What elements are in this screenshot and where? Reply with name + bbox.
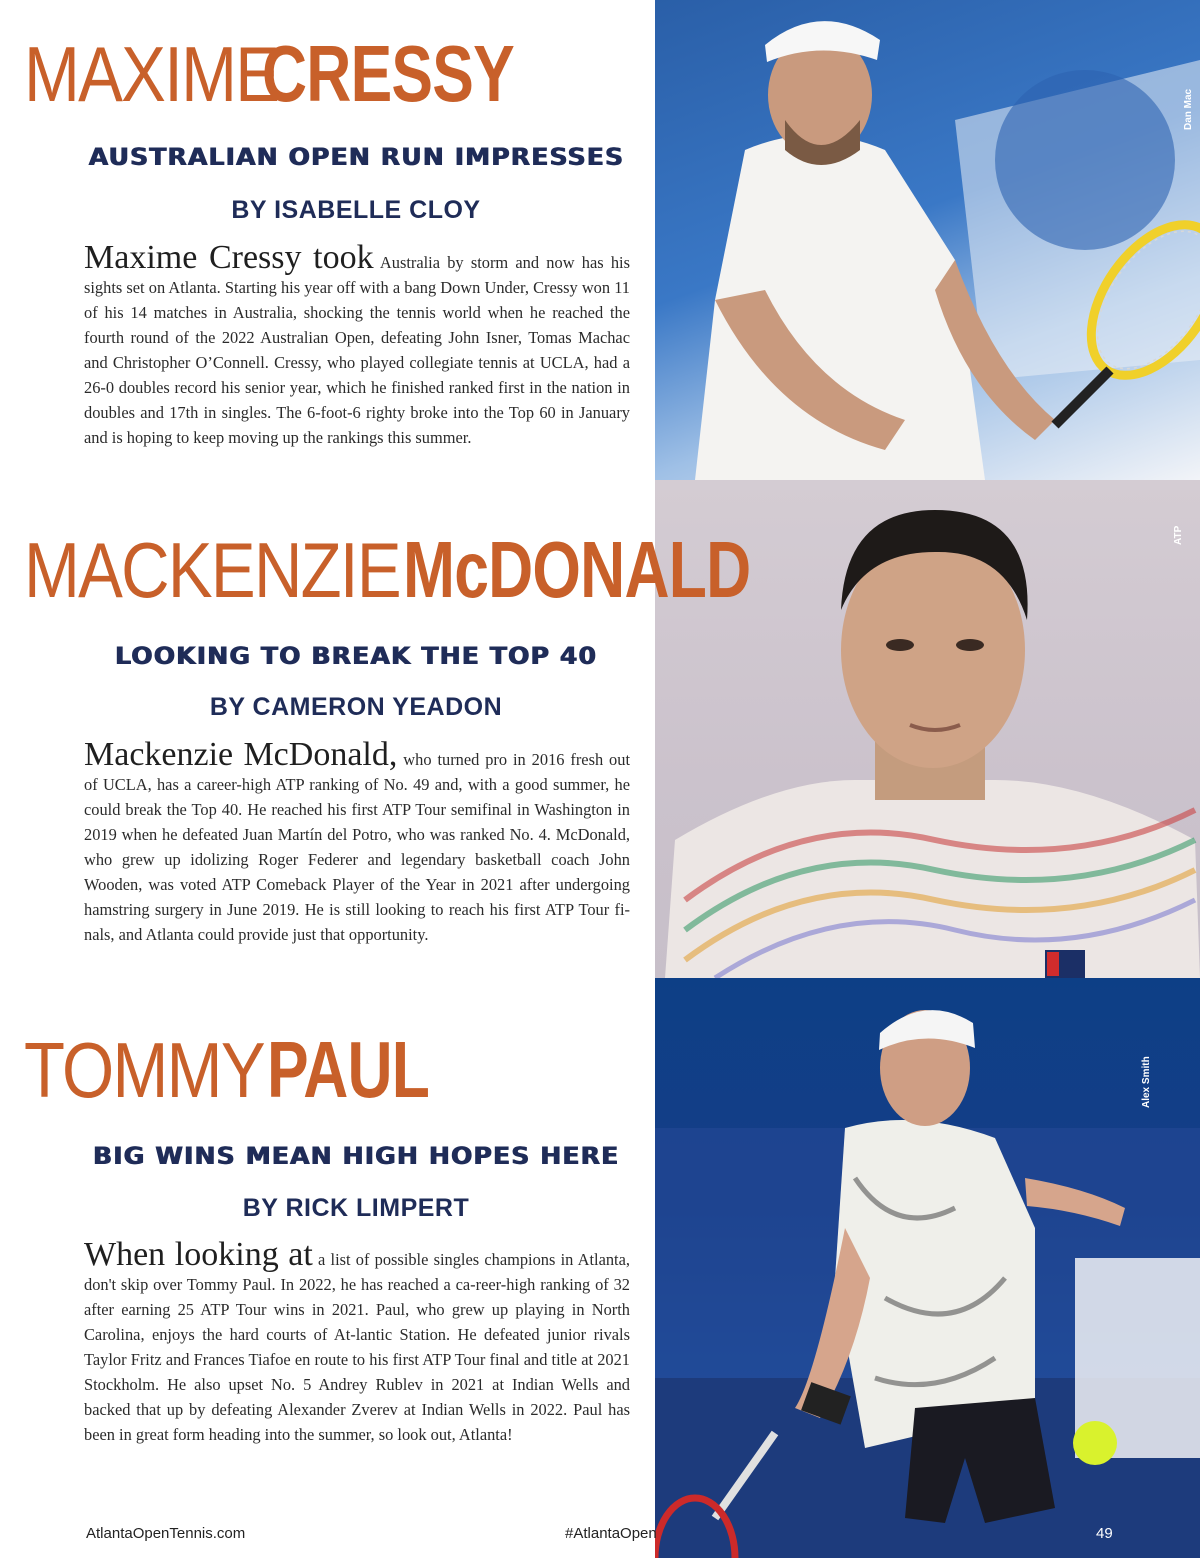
first-name: TOMMY [24, 1026, 264, 1114]
photo-credit: ATP [1173, 525, 1184, 545]
article-body [84, 736, 631, 947]
article-subhead: BIG WINS MEAN HIGH HOPES HERE [92, 1142, 620, 1170]
footer-website-link[interactable]: AtlantaOpenTennis.com [86, 1525, 246, 1542]
article-text: a list of possible singles champions in Atlanta, don't skip over Tommy Paul. In 2022, he has reached a ca-reer-high ranking of 32 after earning 25 ATP Tour wins in 2021. Paul, who grew up playing in North Carolina, enjoys the hard courts of At-lantic Station. He defeated junior rivals Taylor Fritz and Frances Tiafoe en route to his first ATP Tour final and title at 2021 Stockholm. He also upset No. 5 Andrey Rublev in 2021 at Indian Wells and backed that up by defeating Alexander Zverev at Indian Wells in 2022. Paul has been in great form heading into the summer, so look out, Atlanta! [84, 1250, 630, 1444]
article-body [84, 239, 630, 450]
article-subhead: LOOKING TO BREAK THE TOP 40 [114, 642, 598, 670]
paul-photo-art [655, 978, 1200, 1558]
photo-credit: Dan Mac [1183, 88, 1194, 130]
first-name: MAXIME [24, 30, 279, 118]
article-lead: Maxime Cressy took [84, 239, 374, 276]
article-lead: When looking at [84, 1236, 313, 1273]
player-name-mcdonald [24, 525, 848, 614]
last-name: PAUL [266, 1025, 430, 1114]
article-text: Australia by storm and now has his sights set on Atlanta. Starting his year off with a bang Down Under, Cressy won 11 of his 14 matches in Australia, shocking the tennis world when he reached the fourth round of the 2022 Australian Open, defeating John Isner, Tomas Machac and Christopher O’Connell. Cressy, who played collegiate tennis at UCLA, had a 26-0 doubles record his senior year, which he finished ranked first in the nation in doubles and 17th in singles. The 6-foot-6 righty broke into the Top 60 in January and is hoping to keep moving up the rankings this summer. [84, 253, 630, 447]
photo-tommy-paul [655, 978, 1200, 1558]
article-byline: BY CAMERON YEADON [209, 693, 503, 721]
footer-hashtag: #AtlantaOpen [565, 1525, 657, 1542]
article-text: who turned pro in 2016 fresh out of UCLA, has a career-high ATP ranking of No. 49 and, with a good summer, he could break the Top 40. He reached his first ATP Tour semifinal in Washington in 2019 when he defeated Juan Martín del Potro, who was ranked No. 4. McDonald, who grew up idolizing Roger Federer and legendary basketball coach John Wooden, was voted ATP Comeback Player of the Year in 2021 after undergoing hamstring surgery in June 2019. He is still looking to reach his first ATP Tour fi-nals, and Atlanta could provide just that opportunity. [84, 750, 631, 944]
article-body [84, 1236, 630, 1447]
article-byline: BY RICK LIMPERT [242, 1194, 470, 1222]
last-name: CRESSY [261, 29, 514, 118]
cressy-photo-art [655, 0, 1200, 480]
first-name: MACKENZIE [24, 526, 400, 614]
article-lead: Mackenzie McDonald, [84, 736, 398, 773]
photo-credit: Alex Smith [1141, 1056, 1152, 1108]
article-subhead: AUSTRALIAN OPEN RUN IMPRESSES [88, 143, 624, 171]
player-name-cressy [24, 29, 585, 118]
page-number: 49 [1096, 1525, 1113, 1542]
photo-maxime-cressy [655, 0, 1200, 480]
player-name-paul [24, 1025, 475, 1114]
article-byline: BY ISABELLE CLOY [231, 196, 481, 224]
last-name: McDONALD [403, 525, 751, 614]
